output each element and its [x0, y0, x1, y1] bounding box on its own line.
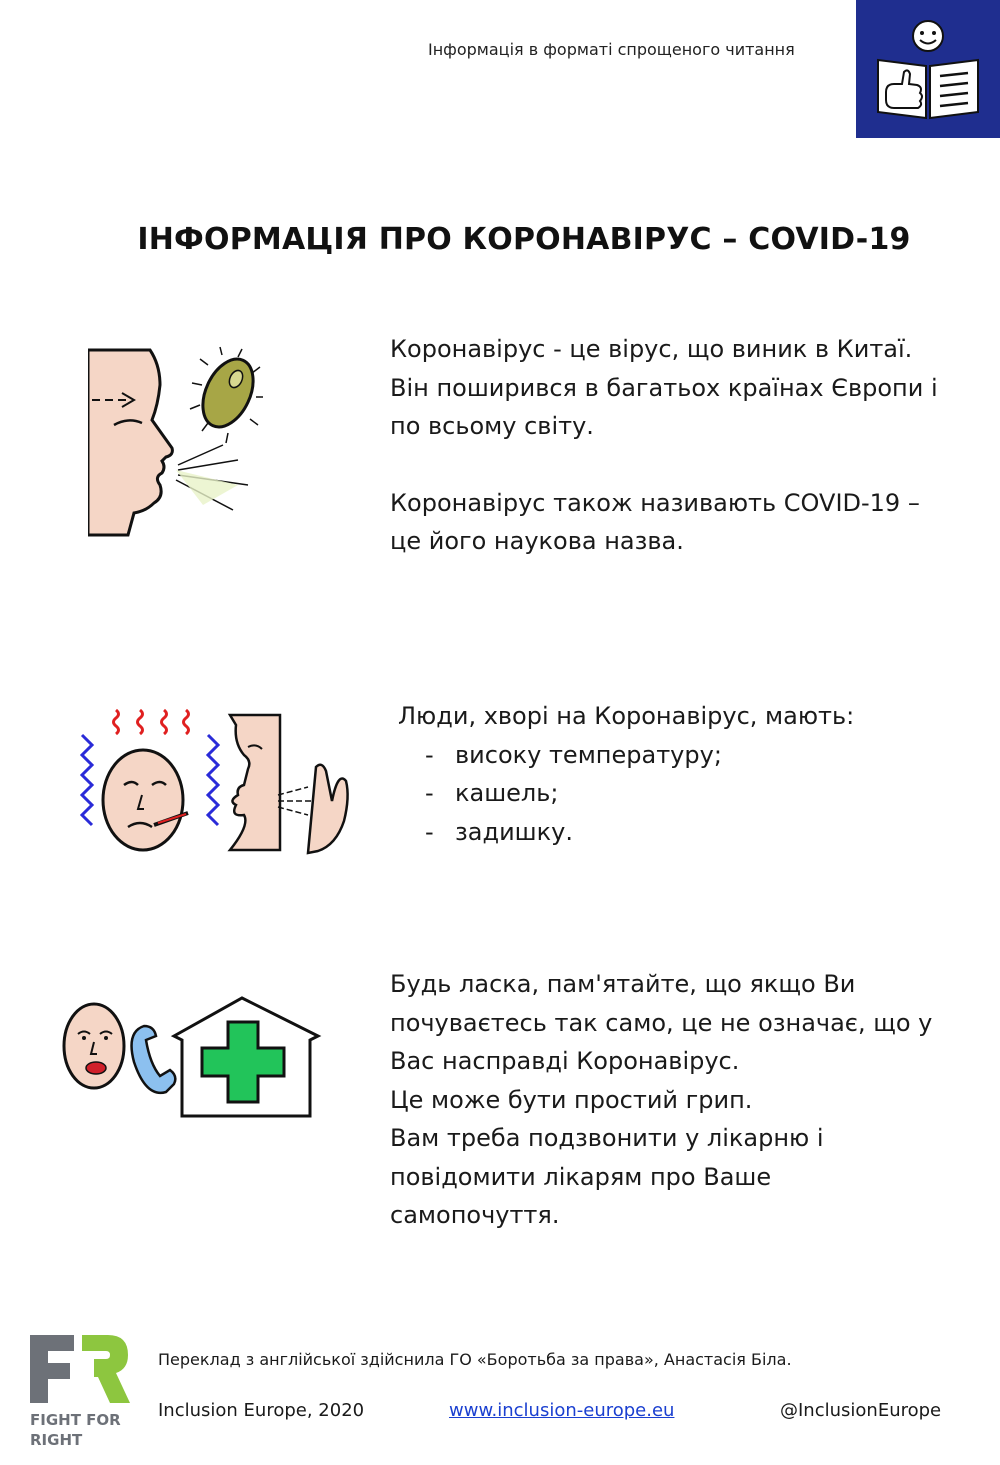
section-intro [390, 330, 990, 561]
list-item: - задишку. [398, 813, 998, 852]
easy-read-label: Інформація в форматі спрощеного читання [428, 40, 795, 59]
list-item: - кашель; [398, 774, 998, 813]
easy-read-logo [856, 0, 1000, 138]
easy-read-logo-icon [856, 0, 1000, 138]
website-link[interactable]: www.inclusion-europe.eu [449, 1400, 675, 1421]
text-line: Це може бути простий грип. [390, 1085, 753, 1114]
text-line: Будь ласка, пам'ятайте, що якщо Ви [390, 970, 856, 998]
text-line: Вам треба подзвонити у лікарню і [390, 1124, 824, 1152]
section-symptoms [398, 697, 998, 851]
text-line: самопочуття. [390, 1201, 560, 1229]
symptoms-illustration [68, 705, 353, 855]
text-line: Вас насправді Коронавірус. [390, 1047, 740, 1075]
translation-credit: Переклад з англійської здійснила ГО «Боротьба за права», Анастасія Біла. [158, 1350, 792, 1369]
call-hospital-illustration [62, 996, 334, 1120]
section-advice [390, 965, 990, 1235]
symptoms-icon [68, 705, 353, 855]
text-line: повідомити лікарям про Ваше [390, 1162, 772, 1191]
symptoms-list [398, 736, 998, 852]
footer-org: Inclusion Europe, 2020 [158, 1400, 365, 1421]
virus-breathing-icon [88, 345, 263, 540]
list-item: - високу температуру; [398, 736, 998, 775]
virus-breathing-illustration [88, 345, 263, 540]
fight-for-right-logo-icon [30, 1333, 140, 1453]
page-title: ІНФОРМАЦІЯ ПРО КОРОНАВІРУС – COVID-19 [137, 222, 911, 257]
text-line: почуваєтесь так само, це не означає, що у [390, 1008, 933, 1037]
symptoms-intro: Люди, хворі на Коронавірус, мають: [398, 702, 855, 730]
social-handle: @InclusionEurope [780, 1400, 942, 1421]
text-line: Коронавірус також називають COVID-19 – [390, 488, 920, 517]
call-hospital-icon [62, 996, 334, 1120]
text-line: по всьому світу. [390, 412, 594, 440]
logo-text-line2: RIGHT [30, 1431, 83, 1449]
text-line: Коронавірус - це вірус, що виник в Китаї. [390, 335, 913, 363]
text-line: це його наукова назва. [390, 527, 684, 555]
fight-for-right-logo [30, 1333, 140, 1453]
text-line: Він поширився в багатьох країнах Європи і [390, 373, 938, 402]
logo-text-line1: FIGHT FOR [30, 1411, 121, 1429]
